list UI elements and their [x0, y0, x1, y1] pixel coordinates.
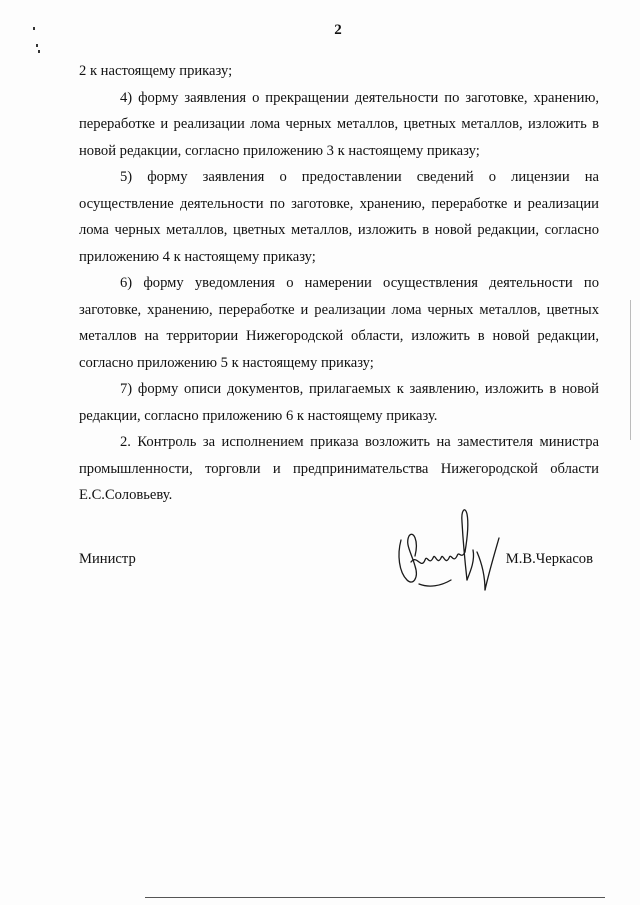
bottom-divider: [145, 897, 605, 898]
paragraph-item-5: 5) форму заявления о предоставлении сведений о лицензии на осуществление деятельности по заготовке, хранению, переработке и реализации лома черных металлов, цветных металлов, изложить в новой редакции, согласно приложению 4 к настоящему приказу;: [79, 169, 599, 265]
paragraph-control-clause: 2. Контроль за исполнением приказа возложить на заместителя министра промышленности, торговли и предпринимательства Нижегородской области Е.С.Соловьеву.: [79, 434, 599, 503]
scan-speck: [33, 27, 35, 30]
signatory-position: Министр: [79, 551, 136, 567]
scan-edge-line: [630, 300, 631, 440]
handwritten-signature: [393, 500, 503, 600]
signatory-name: М.В.Черкасов: [505, 551, 593, 567]
paragraph-item-6: 6) форму уведомления о намерении осуществления деятельности по заготовке, хранению, переработке и реализации лома черных металлов, цветных металлов на территории Нижегородской области, изложить в новой редакции, согласно приложению 5 к настоящему приказу;: [79, 275, 599, 371]
document-body: [79, 58, 599, 509]
page-number: 2: [334, 22, 342, 38]
scan-speck: [38, 50, 40, 53]
paragraph-item-7: 7) форму описи документов, прилагаемых к заявлению, изложить в новой редакции, согласно приложению 6 к настоящему приказу.: [79, 381, 599, 424]
paragraph-continuation: 2 к настоящему приказу;: [79, 63, 233, 79]
paragraph-item-4: 4) форму заявления о прекращении деятельности по заготовке, хранению, переработке и реализации лома черных металлов, цветных металлов, изложить в новой редакции, согласно приложению 3 к настоящему приказу;: [79, 89, 599, 159]
scan-speck: [36, 44, 38, 47]
